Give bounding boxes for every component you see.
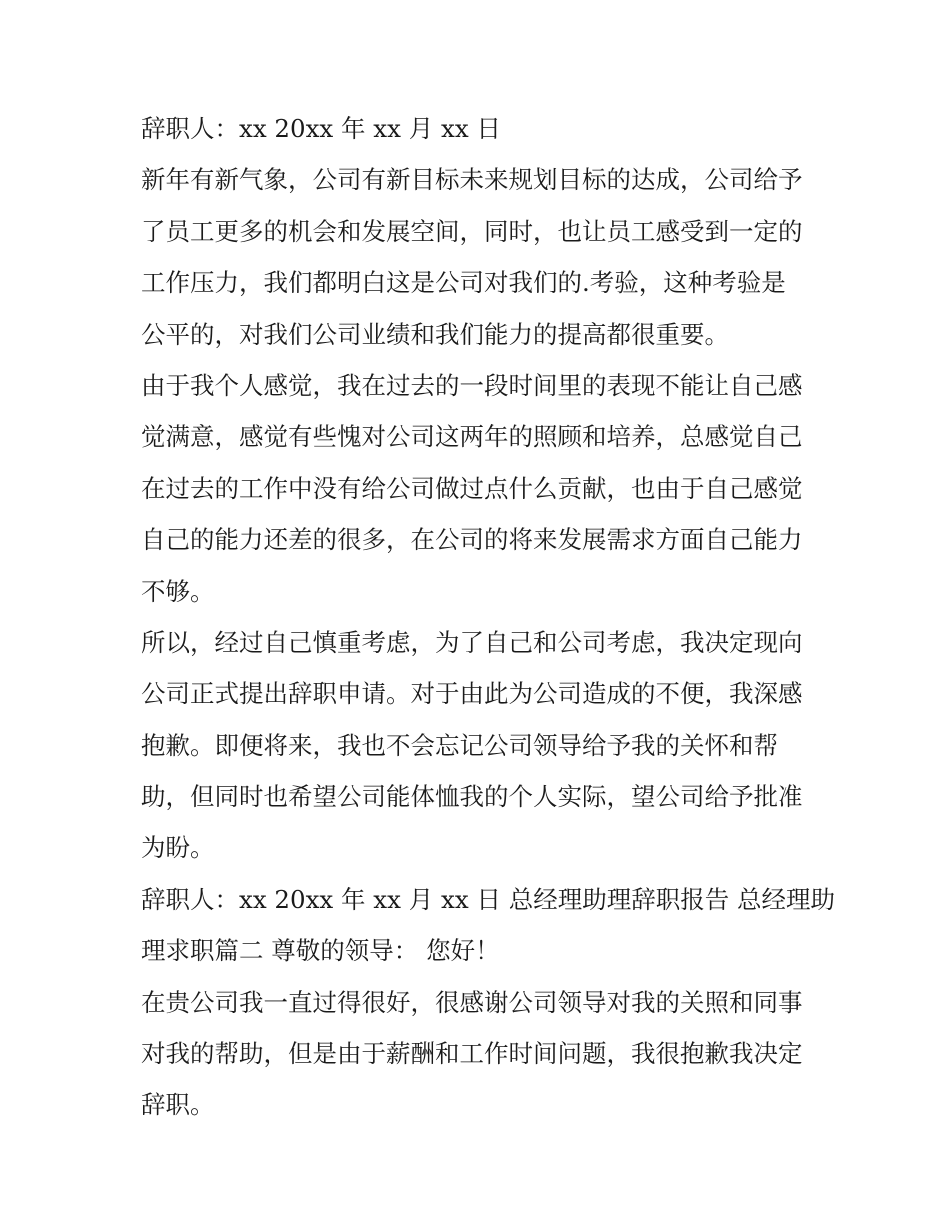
text-line: 为盼。 (141, 833, 215, 863)
text-line: 了员工更多的机会和发展空间，同时，也让员工感受到一定的 (141, 216, 803, 246)
text-line: 由于我个人感觉，我在过去的一段时间里的表现不能让自己感 (141, 370, 803, 400)
resignation-request-paragraph (141, 617, 819, 874)
document-body (141, 103, 836, 1131)
text-line: 觉满意，感觉有些愧对公司这两年的照顾和培养，总感觉自己 (141, 422, 803, 452)
text-line: 在贵公司我一直过得很好，很感谢公司领导对我的关照和同事 (141, 987, 803, 1017)
text-line: 自己的能力还差的很多，在公司的将来发展需求方面自己能力 (141, 525, 803, 555)
personal-reason-paragraph (141, 360, 819, 617)
new-year-paragraph (141, 154, 819, 360)
text-line: 助，但同时也希望公司能体恤我的个人实际，望公司给予批准 (141, 782, 803, 812)
signature-and-second-letter-heading (141, 874, 836, 977)
text-line: 公平的，对我们公司业绩和我们能力的提高都很重要。 (141, 319, 729, 349)
text-line: 辞职。 (141, 1090, 215, 1120)
second-letter-body-paragraph (141, 977, 819, 1131)
text-line: 所以，经过自己慎重考虑，为了自己和公司考虑，我决定现向 (141, 627, 803, 657)
text-line: 辞职人：xx 20xx 年 xx 月 xx 日 (141, 114, 501, 143)
text-line: 新年有新气象，公司有新目标未来规划目标的达成，公司给予 (141, 165, 803, 195)
signature-date-paragraph (141, 103, 819, 154)
text-line: 公司正式提出辞职申请。对于由此为公司造成的不便，我深感 (141, 679, 803, 709)
text-line: 辞职人：xx 20xx 年 xx 月 xx 日 总经理助理辞职报告 总经理助 (141, 884, 836, 914)
text-line: 理求职篇二 尊敬的领导： 您好！ (141, 936, 500, 966)
text-line: 抱歉。即便将来，我也不会忘记公司领导给予我的关怀和帮 (141, 730, 778, 760)
text-line: 工作压力，我们都明白这是公司对我们的.考验，这种考验是 (141, 268, 786, 298)
text-line: 在过去的工作中没有给公司做过点什么贡献，也由于自己感觉 (141, 473, 803, 503)
text-line: 对我的帮助，但是由于薪酬和工作时间问题，我很抱歉我决定 (141, 1039, 803, 1069)
text-line: 不够。 (141, 576, 215, 606)
